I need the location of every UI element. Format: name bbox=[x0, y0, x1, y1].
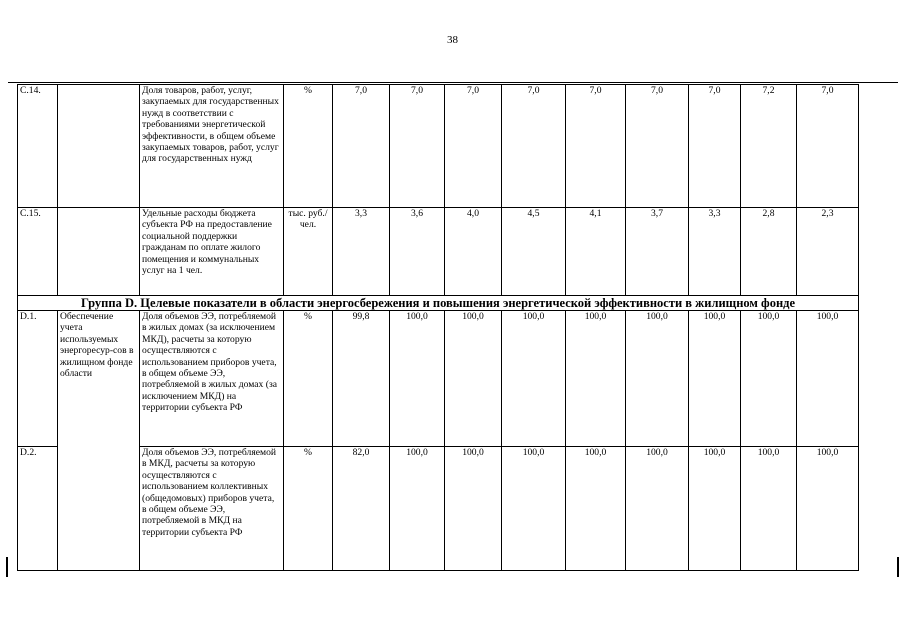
top-rule bbox=[8, 82, 898, 83]
row-value: 7,0 bbox=[689, 85, 741, 208]
row-value: 4,0 bbox=[445, 208, 502, 296]
row-description: Доля объемов ЭЭ, потребляемой в жилых домах (за исключением МКД), расчеты за которую осуществляются с использованием приборов учета, в общем объеме ЭЭ, потребляемой в жилых домах (за исключением МКД) на территории субъекта РФ bbox=[140, 311, 284, 447]
row-value: 2,8 bbox=[741, 208, 797, 296]
row-description: Доля товаров, работ, услуг, закупаемых для государственных нужд в соответствии с требованиями энергетической эффективности, в общем объеме закупаемых товаров, работ, услуг для государственных нужд bbox=[140, 85, 284, 208]
table-row bbox=[18, 208, 859, 296]
row-value: 100,0 bbox=[390, 311, 445, 447]
row-value: 100,0 bbox=[741, 447, 797, 571]
scan-edge-mark bbox=[897, 557, 899, 577]
row-value: 3,6 bbox=[390, 208, 445, 296]
row-value: 7,0 bbox=[445, 85, 502, 208]
table-row bbox=[18, 311, 859, 447]
row-value: 100,0 bbox=[626, 447, 689, 571]
row-value: 7,0 bbox=[566, 85, 626, 208]
row-description: Удельные расходы бюджета субъекта РФ на предоставление социальной поддержки гражданам по оплате жилого помещения и коммунальных услуг на 1 чел. bbox=[140, 208, 284, 296]
scan-edge-mark bbox=[6, 557, 8, 577]
row-unit: % bbox=[284, 311, 333, 447]
group-header-row bbox=[18, 296, 859, 311]
row-code: D.2. bbox=[18, 447, 58, 571]
row-value: 99,8 bbox=[333, 311, 390, 447]
row-value: 100,0 bbox=[390, 447, 445, 571]
row-value: 7,2 bbox=[741, 85, 797, 208]
row-value: 4,5 bbox=[502, 208, 566, 296]
row-value: 100,0 bbox=[689, 311, 741, 447]
row-value: 100,0 bbox=[445, 447, 502, 571]
row-value: 100,0 bbox=[797, 311, 859, 447]
row-value: 82,0 bbox=[333, 447, 390, 571]
row-unit: тыс. руб./ чел. bbox=[284, 208, 333, 296]
row-value: 100,0 bbox=[502, 447, 566, 571]
row-value: 7,0 bbox=[626, 85, 689, 208]
group-header: Группа D. Целевые показатели в области энергосбережения и повышения энергетической эффективности в жилищном фонде bbox=[18, 296, 859, 311]
row-value: 7,0 bbox=[390, 85, 445, 208]
row-value: 3,3 bbox=[333, 208, 390, 296]
row-value: 100,0 bbox=[566, 311, 626, 447]
row-unit: % bbox=[284, 447, 333, 571]
row-value: 100,0 bbox=[502, 311, 566, 447]
row-value: 100,0 bbox=[741, 311, 797, 447]
row-group bbox=[58, 208, 140, 296]
row-value: 100,0 bbox=[445, 311, 502, 447]
row-value: 100,0 bbox=[626, 311, 689, 447]
row-value: 7,0 bbox=[333, 85, 390, 208]
row-code: C.14. bbox=[18, 85, 58, 208]
page-number: 38 bbox=[447, 34, 458, 46]
table-row bbox=[18, 85, 859, 208]
group-label: Обеспечение учета используемых энергоресур-сов в жилищном фонде области bbox=[58, 311, 140, 571]
row-value: 2,3 bbox=[797, 208, 859, 296]
row-value: 3,7 bbox=[626, 208, 689, 296]
table-row bbox=[18, 447, 859, 571]
row-code: C.15. bbox=[18, 208, 58, 296]
indicator-table bbox=[17, 84, 859, 571]
row-unit: % bbox=[284, 85, 333, 208]
row-description: Доля объемов ЭЭ, потребляемой в МКД, расчеты за которую осуществляются с использованием коллективных (общедомовых) приборов учета, в общем объеме ЭЭ, потребляемой в МКД на территории субъекта РФ bbox=[140, 447, 284, 571]
row-value: 100,0 bbox=[566, 447, 626, 571]
row-value: 100,0 bbox=[797, 447, 859, 571]
row-code: D.1. bbox=[18, 311, 58, 447]
row-value: 7,0 bbox=[502, 85, 566, 208]
row-value: 100,0 bbox=[689, 447, 741, 571]
row-value: 3,3 bbox=[689, 208, 741, 296]
row-value: 7,0 bbox=[797, 85, 859, 208]
row-value: 4,1 bbox=[566, 208, 626, 296]
row-group bbox=[58, 85, 140, 208]
